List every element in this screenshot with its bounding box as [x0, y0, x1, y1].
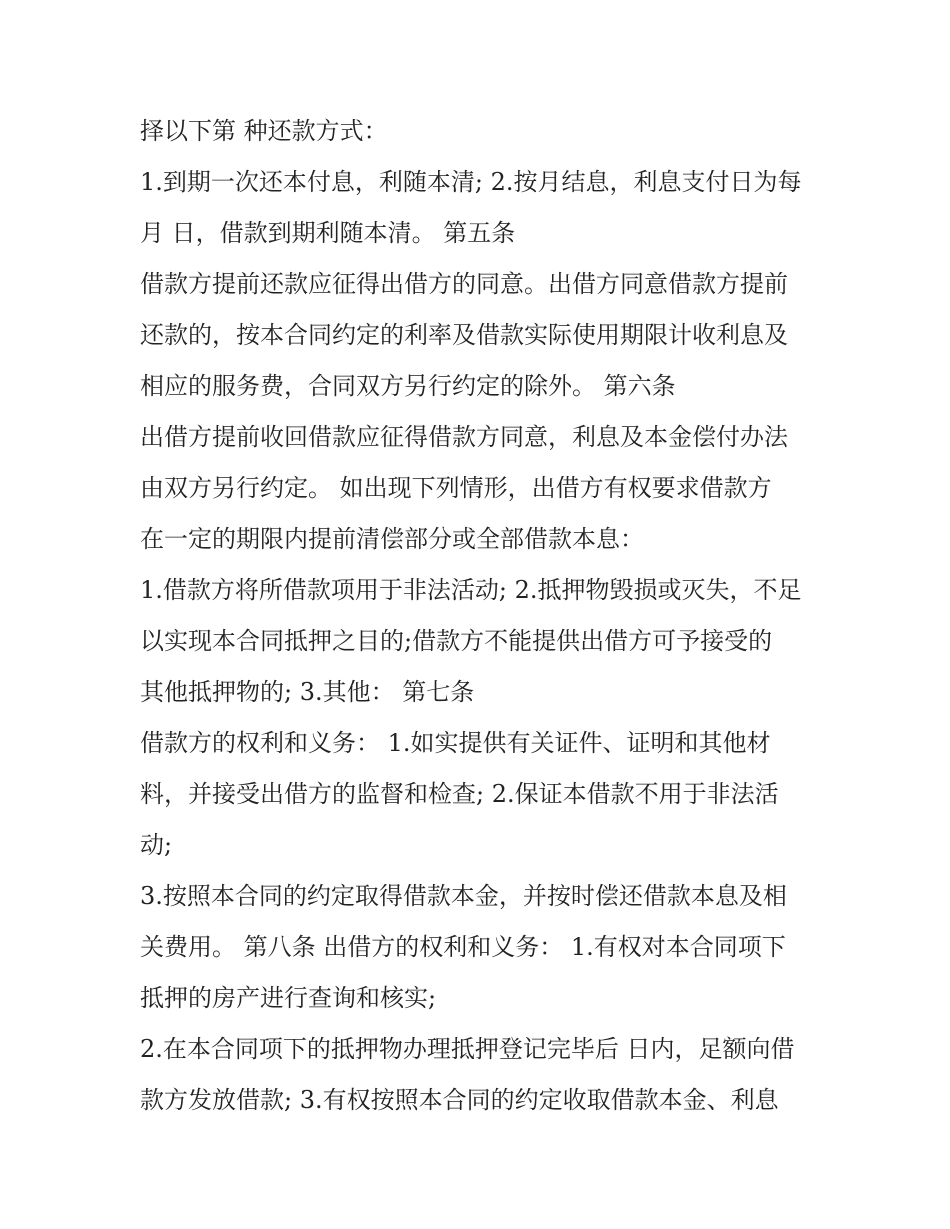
text-line: 择以下第 种还款方式：: [140, 117, 388, 145]
text-line: 1.借款方将所借款项用于非法活动; 2.抵押物毁损或灭失，不足: [140, 576, 802, 604]
text-line: 出借方提前收回借款应征得借款方同意，利息及本金偿付办法: [140, 423, 788, 451]
text-line: 由双方另行约定。 如出现下列情形，出借方有权要求借款方: [140, 474, 772, 502]
text-line: 其他抵押物的; 3.其他： 第七条: [140, 678, 475, 706]
text-line: 3.按照本合同的约定取得借款本金，并按时偿还借款本息及相: [140, 882, 787, 910]
text-line: 在一定的期限内提前清偿部分或全部借款本息：: [140, 525, 644, 553]
text-line: 料，并接受出借方的监督和检查; 2.保证本借款不用于非法活: [140, 780, 779, 808]
text-line: 借款方提前还款应征得出借方的同意。出借方同意借款方提前: [140, 270, 788, 298]
text-line: 款方发放借款; 3.有权按照本合同的约定收取借款本金、利息: [140, 1086, 779, 1114]
text-line: 借款方的权利和义务： 1.如实提供有关证件、证明和其他材: [140, 729, 771, 757]
contract-text: [140, 106, 830, 1126]
text-line: 2.在本合同项下的抵押物办理抵押登记完毕后 日内，足额向借: [140, 1035, 795, 1063]
text-line: 关费用。 第八条 出借方的权利和义务： 1.有权对本合同项下: [140, 933, 786, 961]
text-line: 1.到期一次还本付息，利随本清; 2.按月结息，利息支付日为每: [140, 168, 802, 196]
text-line: 抵押的房产进行查询和核实;: [140, 984, 437, 1012]
text-line: 还款的，按本合同约定的利率及借款实际使用期限计收利息及: [140, 321, 788, 349]
text-line: 以实现本合同抵押之目的;借款方不能提供出借方可予接受的: [140, 627, 773, 655]
text-line: 相应的服务费，合同双方另行约定的除外。 第六条: [140, 372, 676, 400]
text-line: 月 日，借款到期利随本清。 第五条: [140, 219, 516, 247]
text-line: 动;: [140, 831, 173, 859]
